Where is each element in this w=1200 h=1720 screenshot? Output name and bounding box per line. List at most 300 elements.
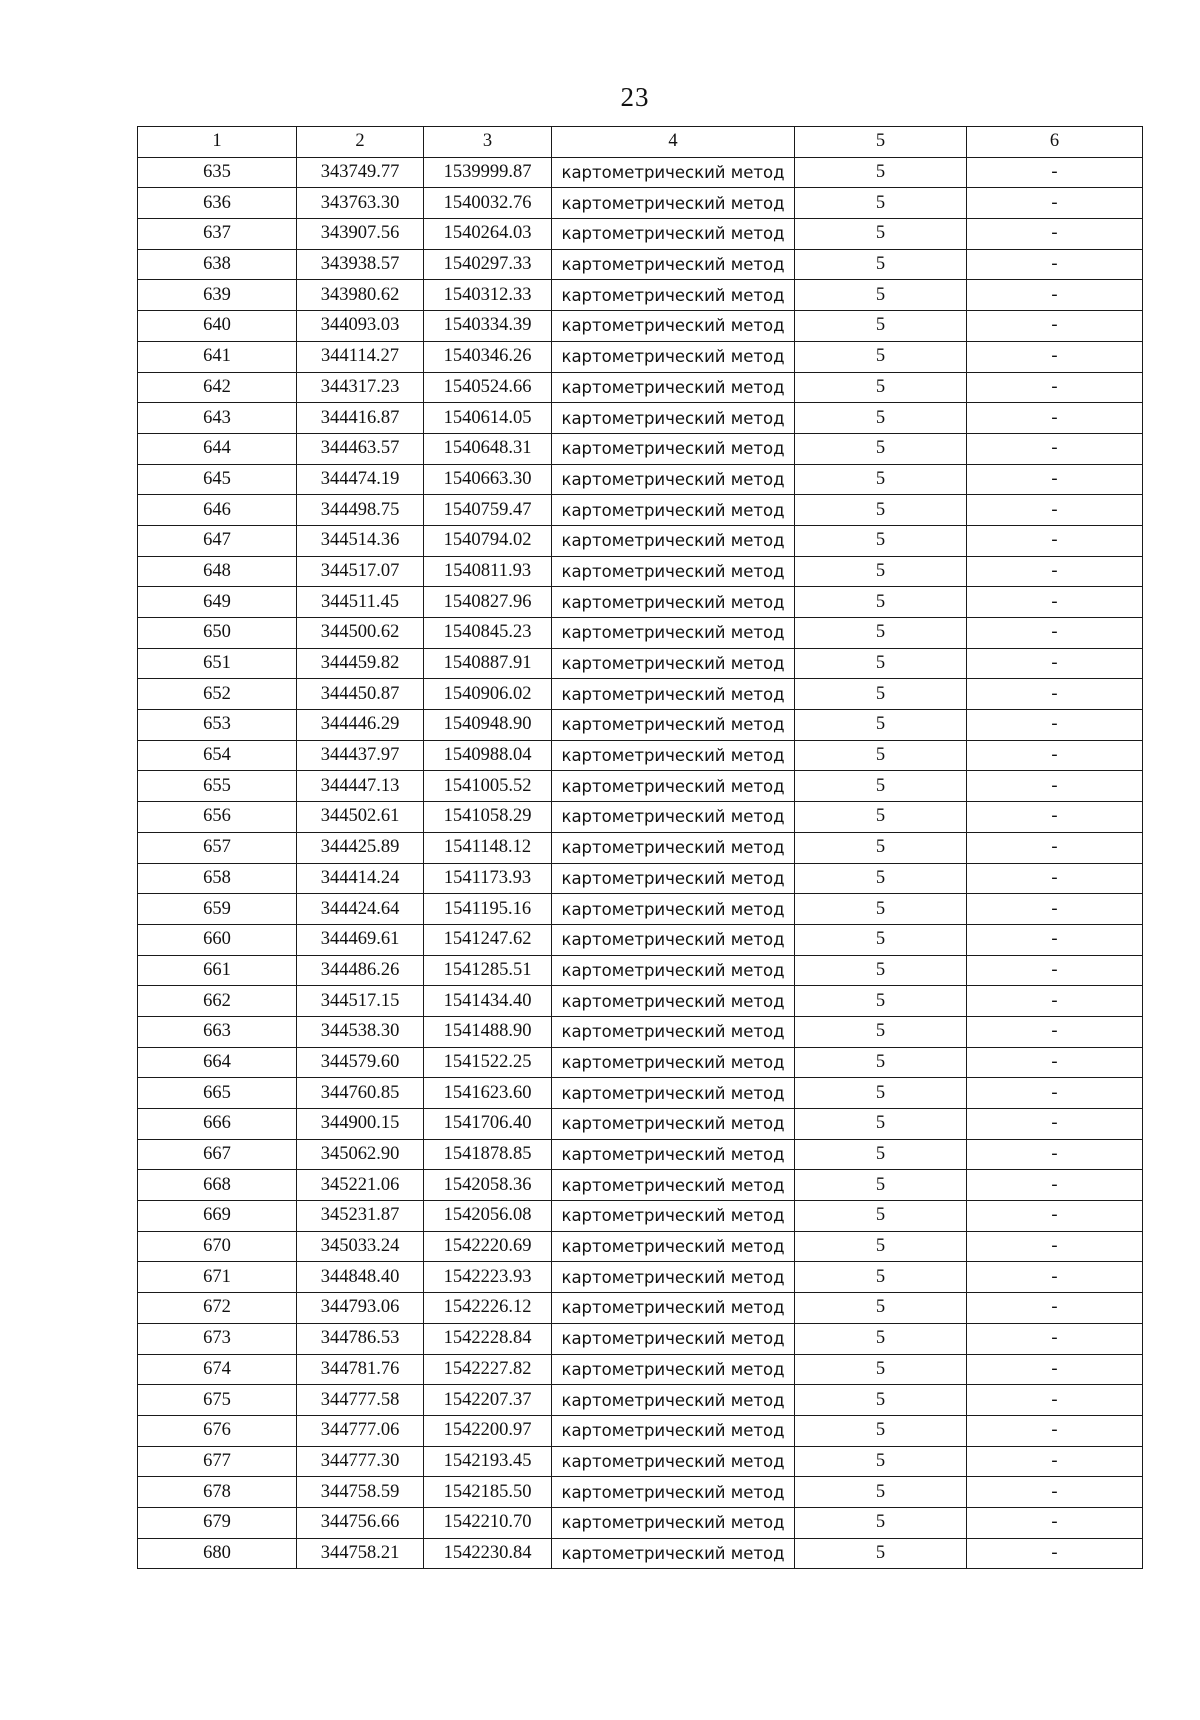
accuracy-cell: 5 (795, 802, 967, 833)
table-row (138, 311, 1143, 342)
accuracy-cell: 5 (795, 1109, 967, 1140)
note-cell: - (967, 1170, 1143, 1201)
note-cell: - (967, 341, 1143, 372)
x-coordinate-cell: 343938.57 (297, 249, 424, 280)
method-cell: картометрический метод (552, 1231, 795, 1262)
y-coordinate-cell: 1541285.51 (424, 955, 552, 986)
x-coordinate-cell: 344416.87 (297, 403, 424, 434)
y-coordinate-cell: 1540663.30 (424, 464, 552, 495)
x-coordinate-cell: 344777.30 (297, 1446, 424, 1477)
method-cell: картометрический метод (552, 1507, 795, 1538)
y-coordinate-cell: 1541247.62 (424, 924, 552, 955)
point-number-cell: 641 (138, 341, 297, 372)
note-cell: - (967, 648, 1143, 679)
y-coordinate-cell: 1541173.93 (424, 863, 552, 894)
table-row (138, 1016, 1143, 1047)
y-coordinate-cell: 1542230.84 (424, 1538, 552, 1569)
method-cell: картометрический метод (552, 219, 795, 250)
y-coordinate-cell: 1540988.04 (424, 740, 552, 771)
table-row (138, 1293, 1143, 1324)
x-coordinate-cell: 343749.77 (297, 157, 424, 188)
table-row (138, 1354, 1143, 1385)
note-cell: - (967, 157, 1143, 188)
y-coordinate-cell: 1540524.66 (424, 372, 552, 403)
table-row (138, 556, 1143, 587)
note-cell: - (967, 1139, 1143, 1170)
point-number-cell: 653 (138, 710, 297, 741)
accuracy-cell: 5 (795, 1139, 967, 1170)
x-coordinate-cell: 344450.87 (297, 679, 424, 710)
y-coordinate-cell: 1542207.37 (424, 1385, 552, 1416)
x-coordinate-cell: 344474.19 (297, 464, 424, 495)
point-number-cell: 637 (138, 219, 297, 250)
note-cell: - (967, 924, 1143, 955)
method-cell: картометрический метод (552, 986, 795, 1017)
note-cell: - (967, 1231, 1143, 1262)
note-cell: - (967, 618, 1143, 649)
table-body (138, 157, 1143, 1569)
table-row (138, 771, 1143, 802)
y-coordinate-cell: 1542185.50 (424, 1477, 552, 1508)
note-cell: - (967, 832, 1143, 863)
table-row (138, 1109, 1143, 1140)
y-coordinate-cell: 1542227.82 (424, 1354, 552, 1385)
table-row (138, 863, 1143, 894)
note-cell: - (967, 587, 1143, 618)
table-row (138, 1262, 1143, 1293)
table-row (138, 157, 1143, 188)
note-cell: - (967, 311, 1143, 342)
method-cell: картометрический метод (552, 1538, 795, 1569)
y-coordinate-cell: 1542223.93 (424, 1262, 552, 1293)
point-number-cell: 673 (138, 1323, 297, 1354)
accuracy-cell: 5 (795, 1201, 967, 1232)
x-coordinate-cell: 345062.90 (297, 1139, 424, 1170)
point-number-cell: 640 (138, 311, 297, 342)
method-cell: картометрический метод (552, 157, 795, 188)
table-row (138, 1139, 1143, 1170)
x-coordinate-cell: 344848.40 (297, 1262, 424, 1293)
y-coordinate-cell: 1541706.40 (424, 1109, 552, 1140)
note-cell: - (967, 464, 1143, 495)
point-number-cell: 638 (138, 249, 297, 280)
method-cell: картометрический метод (552, 679, 795, 710)
table-row (138, 1047, 1143, 1078)
table-row (138, 1538, 1143, 1569)
point-number-cell: 667 (138, 1139, 297, 1170)
note-cell: - (967, 1507, 1143, 1538)
accuracy-cell: 5 (795, 1538, 967, 1569)
x-coordinate-cell: 344424.64 (297, 894, 424, 925)
table-row (138, 464, 1143, 495)
point-number-cell: 661 (138, 955, 297, 986)
accuracy-cell: 5 (795, 311, 967, 342)
note-cell: - (967, 280, 1143, 311)
note-cell: - (967, 1385, 1143, 1416)
note-cell: - (967, 679, 1143, 710)
x-coordinate-cell: 344793.06 (297, 1293, 424, 1324)
method-cell: картометрический метод (552, 771, 795, 802)
accuracy-cell: 5 (795, 1507, 967, 1538)
accuracy-cell: 5 (795, 1477, 967, 1508)
y-coordinate-cell: 1541434.40 (424, 986, 552, 1017)
point-number-cell: 644 (138, 433, 297, 464)
accuracy-cell: 5 (795, 1170, 967, 1201)
accuracy-cell: 5 (795, 1354, 967, 1385)
method-cell: картометрический метод (552, 802, 795, 833)
table-row (138, 341, 1143, 372)
y-coordinate-cell: 1541005.52 (424, 771, 552, 802)
table-row (138, 679, 1143, 710)
point-number-cell: 660 (138, 924, 297, 955)
note-cell: - (967, 955, 1143, 986)
point-number-cell: 650 (138, 618, 297, 649)
table-row (138, 1170, 1143, 1201)
y-coordinate-cell: 1541195.16 (424, 894, 552, 925)
page-number: 23 (620, 82, 650, 112)
x-coordinate-cell: 344900.15 (297, 1109, 424, 1140)
table-row (138, 986, 1143, 1017)
method-cell: картометрический метод (552, 1446, 795, 1477)
y-coordinate-cell: 1541148.12 (424, 832, 552, 863)
accuracy-cell: 5 (795, 341, 967, 372)
note-cell: - (967, 403, 1143, 434)
note-cell: - (967, 1293, 1143, 1324)
x-coordinate-cell: 344446.29 (297, 710, 424, 741)
column-header-5: 5 (795, 127, 967, 158)
method-cell: картометрический метод (552, 1354, 795, 1385)
accuracy-cell: 5 (795, 403, 967, 434)
x-coordinate-cell: 344486.26 (297, 955, 424, 986)
x-coordinate-cell: 344502.61 (297, 802, 424, 833)
y-coordinate-cell: 1540334.39 (424, 311, 552, 342)
table-row (138, 372, 1143, 403)
method-cell: картометрический метод (552, 740, 795, 771)
y-coordinate-cell: 1540032.76 (424, 188, 552, 219)
point-number-cell: 639 (138, 280, 297, 311)
y-coordinate-cell: 1540312.33 (424, 280, 552, 311)
table-row (138, 648, 1143, 679)
point-number-cell: 651 (138, 648, 297, 679)
table-row (138, 894, 1143, 925)
table-row (138, 710, 1143, 741)
method-cell: картометрический метод (552, 832, 795, 863)
x-coordinate-cell: 344317.23 (297, 372, 424, 403)
point-number-cell: 659 (138, 894, 297, 925)
y-coordinate-cell: 1540297.33 (424, 249, 552, 280)
table-row (138, 955, 1143, 986)
accuracy-cell: 5 (795, 1231, 967, 1262)
table-row (138, 280, 1143, 311)
point-number-cell: 635 (138, 157, 297, 188)
method-cell: картометрический метод (552, 863, 795, 894)
point-number-cell: 678 (138, 1477, 297, 1508)
y-coordinate-cell: 1539999.87 (424, 157, 552, 188)
y-coordinate-cell: 1542200.97 (424, 1415, 552, 1446)
y-coordinate-cell: 1541488.90 (424, 1016, 552, 1047)
table-row (138, 802, 1143, 833)
x-coordinate-cell: 345033.24 (297, 1231, 424, 1262)
x-coordinate-cell: 344114.27 (297, 341, 424, 372)
method-cell: картометрический метод (552, 556, 795, 587)
method-cell: картометрический метод (552, 249, 795, 280)
method-cell: картометрический метод (552, 955, 795, 986)
method-cell: картометрический метод (552, 1078, 795, 1109)
method-cell: картометрический метод (552, 341, 795, 372)
point-number-cell: 679 (138, 1507, 297, 1538)
table-row (138, 1231, 1143, 1262)
y-coordinate-cell: 1540264.03 (424, 219, 552, 250)
method-cell: картометрический метод (552, 648, 795, 679)
point-number-cell: 646 (138, 495, 297, 526)
note-cell: - (967, 710, 1143, 741)
method-cell: картометрический метод (552, 710, 795, 741)
x-coordinate-cell: 344414.24 (297, 863, 424, 894)
note-cell: - (967, 863, 1143, 894)
y-coordinate-cell: 1541522.25 (424, 1047, 552, 1078)
table-row (138, 403, 1143, 434)
accuracy-cell: 5 (795, 1293, 967, 1324)
accuracy-cell: 5 (795, 986, 967, 1017)
column-header-3: 3 (424, 127, 552, 158)
point-number-cell: 665 (138, 1078, 297, 1109)
point-number-cell: 669 (138, 1201, 297, 1232)
table-row (138, 740, 1143, 771)
header-row (138, 127, 1143, 158)
table-row (138, 1446, 1143, 1477)
accuracy-cell: 5 (795, 157, 967, 188)
note-cell: - (967, 433, 1143, 464)
point-number-cell: 662 (138, 986, 297, 1017)
y-coordinate-cell: 1542193.45 (424, 1446, 552, 1477)
accuracy-cell: 5 (795, 771, 967, 802)
y-coordinate-cell: 1542228.84 (424, 1323, 552, 1354)
accuracy-cell: 5 (795, 587, 967, 618)
method-cell: картометрический метод (552, 1139, 795, 1170)
table-row (138, 525, 1143, 556)
table-row (138, 1415, 1143, 1446)
method-cell: картометрический метод (552, 464, 795, 495)
table-header (138, 127, 1143, 158)
accuracy-cell: 5 (795, 525, 967, 556)
x-coordinate-cell: 344437.97 (297, 740, 424, 771)
note-cell: - (967, 1078, 1143, 1109)
point-number-cell: 649 (138, 587, 297, 618)
y-coordinate-cell: 1540759.47 (424, 495, 552, 526)
note-cell: - (967, 740, 1143, 771)
note-cell: - (967, 495, 1143, 526)
point-number-cell: 666 (138, 1109, 297, 1140)
point-number-cell: 664 (138, 1047, 297, 1078)
method-cell: картометрический метод (552, 924, 795, 955)
x-coordinate-cell: 344760.85 (297, 1078, 424, 1109)
accuracy-cell: 5 (795, 556, 967, 587)
x-coordinate-cell: 344514.36 (297, 525, 424, 556)
x-coordinate-cell: 343907.56 (297, 219, 424, 250)
accuracy-cell: 5 (795, 1016, 967, 1047)
y-coordinate-cell: 1542226.12 (424, 1293, 552, 1324)
note-cell: - (967, 1323, 1143, 1354)
column-header-6: 6 (967, 127, 1143, 158)
point-number-cell: 658 (138, 863, 297, 894)
x-coordinate-cell: 344517.07 (297, 556, 424, 587)
accuracy-cell: 5 (795, 249, 967, 280)
accuracy-cell: 5 (795, 464, 967, 495)
note-cell: - (967, 249, 1143, 280)
y-coordinate-cell: 1542056.08 (424, 1201, 552, 1232)
y-coordinate-cell: 1540794.02 (424, 525, 552, 556)
point-number-cell: 674 (138, 1354, 297, 1385)
accuracy-cell: 5 (795, 433, 967, 464)
x-coordinate-cell: 344517.15 (297, 986, 424, 1017)
table-row (138, 1385, 1143, 1416)
note-cell: - (967, 219, 1143, 250)
method-cell: картометрический метод (552, 188, 795, 219)
table-row (138, 1507, 1143, 1538)
note-cell: - (967, 1477, 1143, 1508)
x-coordinate-cell: 344781.76 (297, 1354, 424, 1385)
method-cell: картометрический метод (552, 1016, 795, 1047)
table-row (138, 433, 1143, 464)
x-coordinate-cell: 344758.59 (297, 1477, 424, 1508)
table-row (138, 1323, 1143, 1354)
method-cell: картометрический метод (552, 1109, 795, 1140)
x-coordinate-cell: 344758.21 (297, 1538, 424, 1569)
table-row (138, 188, 1143, 219)
y-coordinate-cell: 1540887.91 (424, 648, 552, 679)
method-cell: картометрический метод (552, 1201, 795, 1232)
note-cell: - (967, 771, 1143, 802)
point-number-cell: 672 (138, 1293, 297, 1324)
note-cell: - (967, 1415, 1143, 1446)
note-cell: - (967, 1201, 1143, 1232)
x-coordinate-cell: 344777.06 (297, 1415, 424, 1446)
note-cell: - (967, 556, 1143, 587)
accuracy-cell: 5 (795, 495, 967, 526)
accuracy-cell: 5 (795, 648, 967, 679)
y-coordinate-cell: 1540811.93 (424, 556, 552, 587)
note-cell: - (967, 1016, 1143, 1047)
method-cell: картометрический метод (552, 1323, 795, 1354)
x-coordinate-cell: 344498.75 (297, 495, 424, 526)
x-coordinate-cell: 343763.30 (297, 188, 424, 219)
x-coordinate-cell: 344463.57 (297, 433, 424, 464)
x-coordinate-cell: 344459.82 (297, 648, 424, 679)
column-header-1: 1 (138, 127, 297, 158)
note-cell: - (967, 802, 1143, 833)
point-number-cell: 642 (138, 372, 297, 403)
table-row (138, 924, 1143, 955)
point-number-cell: 654 (138, 740, 297, 771)
accuracy-cell: 5 (795, 740, 967, 771)
y-coordinate-cell: 1540648.31 (424, 433, 552, 464)
note-cell: - (967, 188, 1143, 219)
accuracy-cell: 5 (795, 710, 967, 741)
x-coordinate-cell: 344425.89 (297, 832, 424, 863)
note-cell: - (967, 1262, 1143, 1293)
point-number-cell: 675 (138, 1385, 297, 1416)
accuracy-cell: 5 (795, 894, 967, 925)
point-number-cell: 655 (138, 771, 297, 802)
accuracy-cell: 5 (795, 832, 967, 863)
point-number-cell: 670 (138, 1231, 297, 1262)
y-coordinate-cell: 1540948.90 (424, 710, 552, 741)
accuracy-cell: 5 (795, 924, 967, 955)
method-cell: картометрический метод (552, 433, 795, 464)
note-cell: - (967, 1109, 1143, 1140)
table-row (138, 587, 1143, 618)
x-coordinate-cell: 344093.03 (297, 311, 424, 342)
note-cell: - (967, 372, 1143, 403)
table-row (138, 219, 1143, 250)
column-header-2: 2 (297, 127, 424, 158)
y-coordinate-cell: 1540906.02 (424, 679, 552, 710)
x-coordinate-cell: 344500.62 (297, 618, 424, 649)
method-cell: картометрический метод (552, 280, 795, 311)
method-cell: картометрический метод (552, 525, 795, 556)
x-coordinate-cell: 345221.06 (297, 1170, 424, 1201)
method-cell: картометрический метод (552, 894, 795, 925)
x-coordinate-cell: 344538.30 (297, 1016, 424, 1047)
table-row (138, 832, 1143, 863)
note-cell: - (967, 986, 1143, 1017)
note-cell: - (967, 1047, 1143, 1078)
x-coordinate-cell: 344469.61 (297, 924, 424, 955)
method-cell: картометрический метод (552, 1170, 795, 1201)
accuracy-cell: 5 (795, 679, 967, 710)
method-cell: картометрический метод (552, 1477, 795, 1508)
method-cell: картометрический метод (552, 618, 795, 649)
accuracy-cell: 5 (795, 219, 967, 250)
x-coordinate-cell: 343980.62 (297, 280, 424, 311)
table-row (138, 495, 1143, 526)
accuracy-cell: 5 (795, 1262, 967, 1293)
note-cell: - (967, 894, 1143, 925)
table-row (138, 618, 1143, 649)
table-row (138, 1078, 1143, 1109)
method-cell: картометрический метод (552, 311, 795, 342)
accuracy-cell: 5 (795, 1385, 967, 1416)
table-row (138, 1201, 1143, 1232)
x-coordinate-cell: 344447.13 (297, 771, 424, 802)
x-coordinate-cell: 344786.53 (297, 1323, 424, 1354)
x-coordinate-cell: 344579.60 (297, 1047, 424, 1078)
accuracy-cell: 5 (795, 1323, 967, 1354)
method-cell: картометрический метод (552, 403, 795, 434)
accuracy-cell: 5 (795, 1078, 967, 1109)
accuracy-cell: 5 (795, 618, 967, 649)
method-cell: картометрический метод (552, 1047, 795, 1078)
note-cell: - (967, 525, 1143, 556)
method-cell: картометрический метод (552, 1415, 795, 1446)
method-cell: картометрический метод (552, 372, 795, 403)
method-cell: картометрический метод (552, 587, 795, 618)
y-coordinate-cell: 1541623.60 (424, 1078, 552, 1109)
accuracy-cell: 5 (795, 955, 967, 986)
point-number-cell: 671 (138, 1262, 297, 1293)
y-coordinate-cell: 1540845.23 (424, 618, 552, 649)
accuracy-cell: 5 (795, 1446, 967, 1477)
point-number-cell: 680 (138, 1538, 297, 1569)
point-number-cell: 663 (138, 1016, 297, 1047)
point-number-cell: 652 (138, 679, 297, 710)
accuracy-cell: 5 (795, 863, 967, 894)
table-row (138, 1477, 1143, 1508)
y-coordinate-cell: 1542220.69 (424, 1231, 552, 1262)
accuracy-cell: 5 (795, 188, 967, 219)
accuracy-cell: 5 (795, 280, 967, 311)
y-coordinate-cell: 1541058.29 (424, 802, 552, 833)
